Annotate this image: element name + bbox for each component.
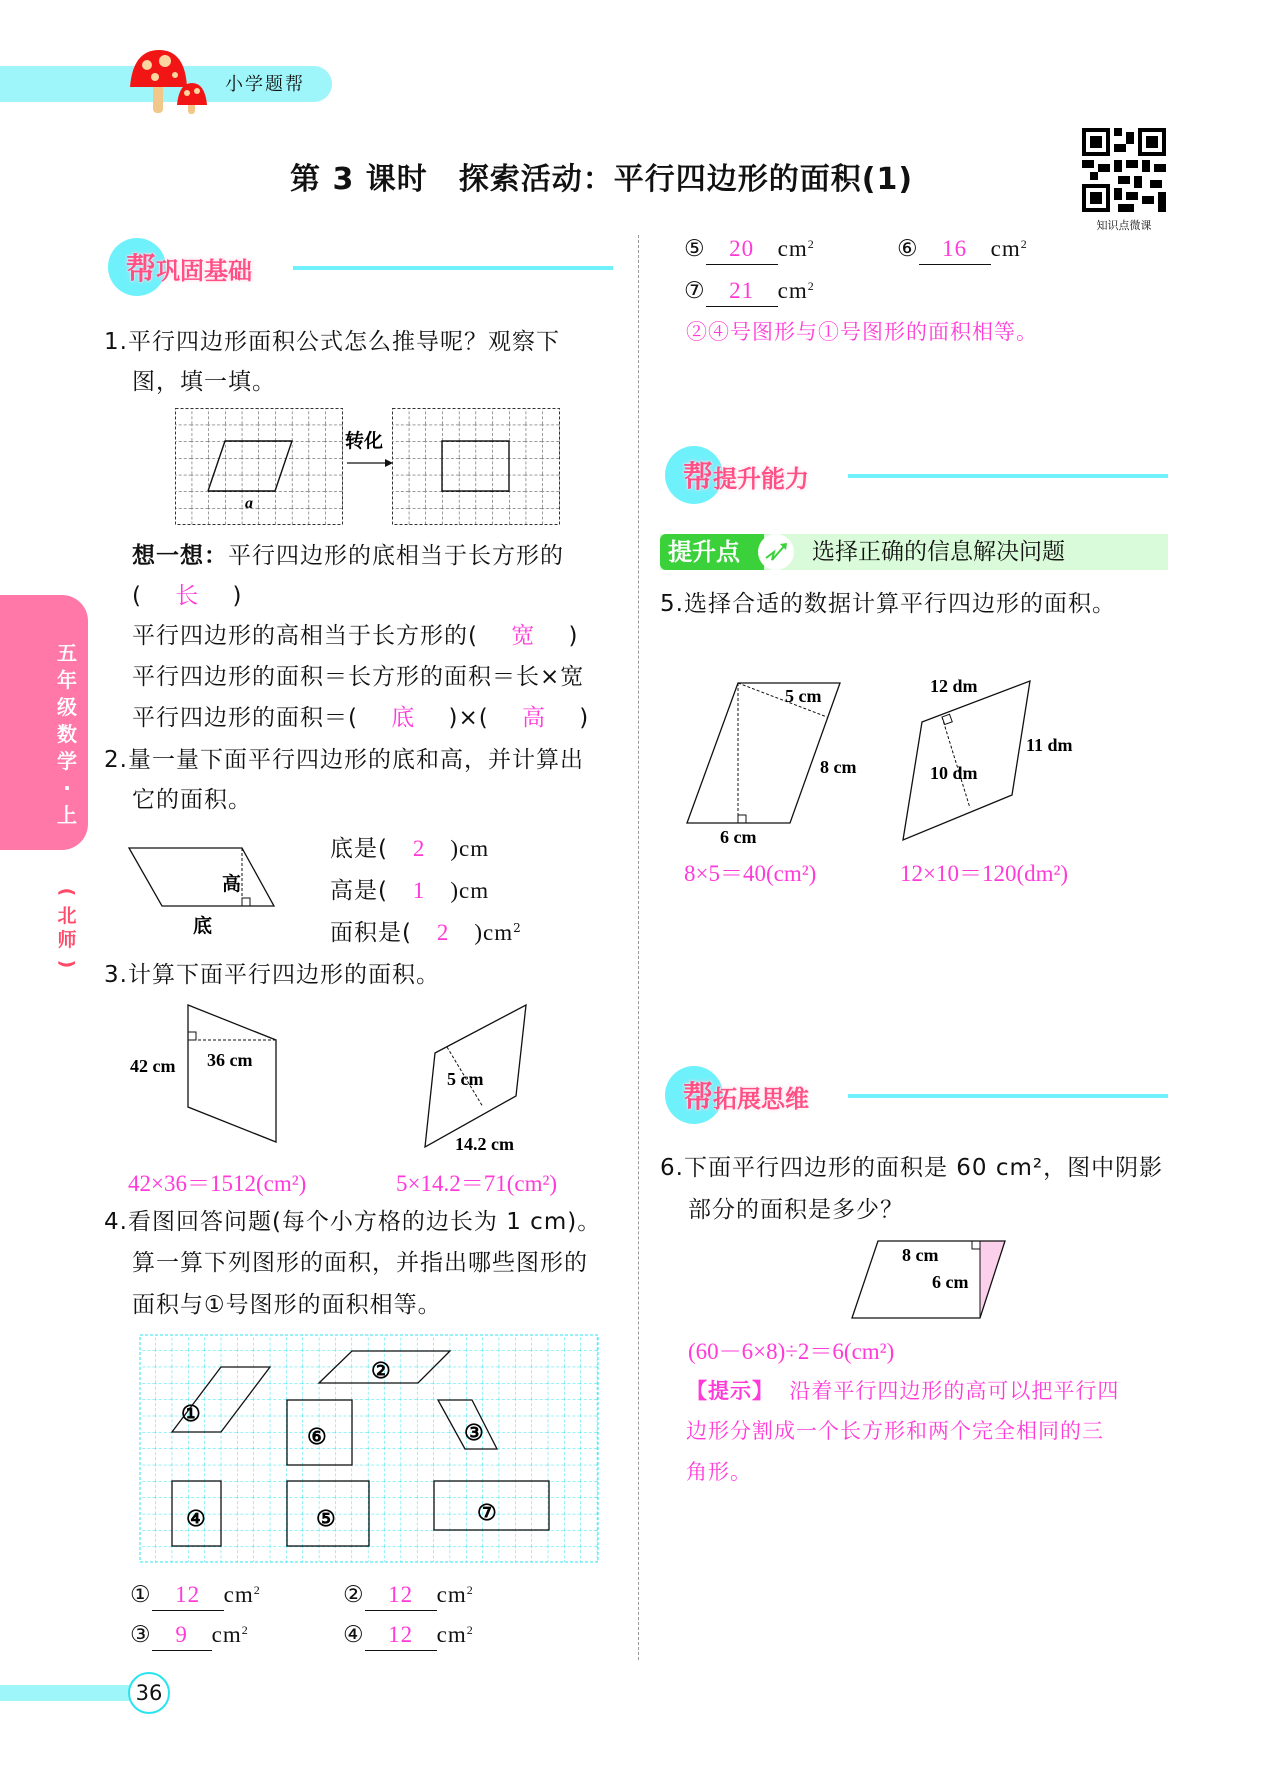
qr-code-icon[interactable] [1082,128,1166,212]
q4-answer-1: ① 12 $cm^2$ [130,1574,261,1615]
think-line4: 平行四边形的面积＝( 底 )×( 高 ) [132,705,590,731]
q2-text: 2.量一量下面平行四边形的底和高，并计算出 [104,747,584,773]
svg-text:③: ③ [464,1420,484,1446]
svg-text:10 dm: 10 dm [930,763,978,783]
svg-text:①: ① [181,1401,201,1427]
q4-text-line2: 算一算下列图形的面积，并指出哪些图形的 [132,1250,588,1276]
think-answer1: ( 长 ) [132,583,243,609]
svg-text:8 cm: 8 cm [902,1245,939,1265]
q1-text: 1.平行四边形面积公式怎么推导呢？观察下 [104,329,560,355]
section-header-expand: 帮拓展思维 [665,1066,1168,1126]
svg-text:11 dm: 11 dm [1026,735,1073,755]
q5-text: 5.选择合适的数据计算平行四边形的面积。 [660,591,1116,617]
svg-text:④: ④ [186,1506,206,1532]
q2-height-row: 高是( 1 )cm [330,878,490,904]
q4-text: 4.看图回答问题(每个小方格的边长为 1 cm)。 [104,1209,602,1235]
grade-label: 五 年 级 数 学 · 上 [57,641,77,827]
tip-label: 提升点 [660,534,764,570]
tip-text: 选择正确的信息解决问题 [812,539,1065,565]
page-band [0,1685,130,1701]
svg-text:42 cm: 42 cm [130,1056,176,1076]
q6-hint-line1: 【提示】 沿着平行四边形的高可以把平行四 [686,1378,1120,1403]
q6-hint-line2: 边形分割成一个长方形和两个完全相同的三 [686,1419,1104,1443]
q6-answer: (60－6×8)÷2＝6(cm²) [688,1339,895,1364]
q1-grid-figure [175,408,570,526]
edition-label: ( 北 师 ) [56,887,78,969]
q3-text: 3.计算下面平行四边形的面积。 [104,962,440,988]
section-header-basic: 帮巩固基础 [108,238,613,298]
q4-answer-5: ⑤ 20 $cm^2$ [684,228,815,269]
svg-text:高: 高 [222,873,242,895]
arrow-up-right-icon [758,534,794,570]
q6-text-line2: 部分的面积是多少？ [688,1197,904,1223]
svg-text:12 dm: 12 dm [930,676,978,696]
q4-answer-4: ④ 12 $cm^2$ [343,1614,474,1655]
svg-text:5 cm: 5 cm [447,1069,484,1089]
svg-text:14.2 cm: 14.2 cm [455,1134,514,1150]
q4-answer-2: ② 12 $cm^2$ [343,1574,474,1615]
brand-name: 小学题帮 [225,74,305,95]
think-line2: 平行四边形的高相当于长方形的( 宽 ) [132,623,579,649]
svg-text:a: a [245,495,253,512]
q4-answer-7: ⑦ 21 $cm^2$ [684,270,815,311]
q4-grid-figure [139,1334,601,1564]
q6-parallelogram [850,1238,1010,1323]
q5-answer1: 8×5＝40(cm²) [684,861,817,886]
svg-text:⑦: ⑦ [477,1500,497,1526]
page-title: 第 3 课时 探索活动：平行四边形的面积(1) [290,162,914,197]
q2-area-row: 面积是( 2 )$cm^2$ [330,920,522,946]
svg-text:⑤: ⑤ [316,1506,336,1532]
section-header-improve: 帮提升能力 [665,446,1168,506]
svg-text:8 cm: 8 cm [820,757,857,777]
svg-text:5 cm: 5 cm [785,686,822,706]
think-line3: 平行四边形的面积＝长方形的面积＝长×宽 [132,664,585,690]
q1-text-line2: 图，填一填。 [132,369,276,395]
q3-answer1: 42×36＝1512(cm²) [128,1171,307,1196]
svg-text:6 cm: 6 cm [932,1272,969,1292]
q4-answer-3: ③ 9 $cm^2$ [130,1614,249,1655]
think-line1: 想一想：平行四边形的底相当于长方形的 [132,543,564,569]
q2-parallelogram [125,840,285,940]
q5-figures [680,665,1120,845]
column-divider [638,235,639,1660]
qr-caption: 知识点微课 [1096,220,1152,232]
svg-text:转化: 转化 [345,430,384,452]
svg-text:⑥: ⑥ [307,1424,327,1450]
q3-answer2: 5×14.2＝71(cm²) [396,1171,558,1196]
svg-text:②: ② [371,1358,391,1384]
page-number: 36 [128,1672,170,1714]
q4-conclusion: ②④号图形与①号图形的面积相等。 [686,320,1038,344]
q2-text-line2: 它的面积。 [132,787,252,813]
svg-text:底: 底 [193,915,213,937]
q2-base-row: 底是( 2 )cm [330,836,490,862]
q5-answer2: 12×10＝120(dm²) [900,861,1069,886]
q6-text: 6.下面平行四边形的面积是 60 cm²，图中阴影 [660,1155,1164,1181]
tip-arrow-circle [758,534,794,570]
mushroom-icon [125,45,220,115]
svg-text:6 cm: 6 cm [720,827,757,845]
q4-text-line3: 面积与①号图形的面积相等。 [132,1292,442,1318]
q6-hint-line3: 角形。 [686,1460,752,1484]
q3-figures [125,1000,545,1150]
q4-answer-6: ⑥ 16 $cm^2$ [897,228,1028,269]
svg-text:36 cm: 36 cm [207,1050,253,1070]
